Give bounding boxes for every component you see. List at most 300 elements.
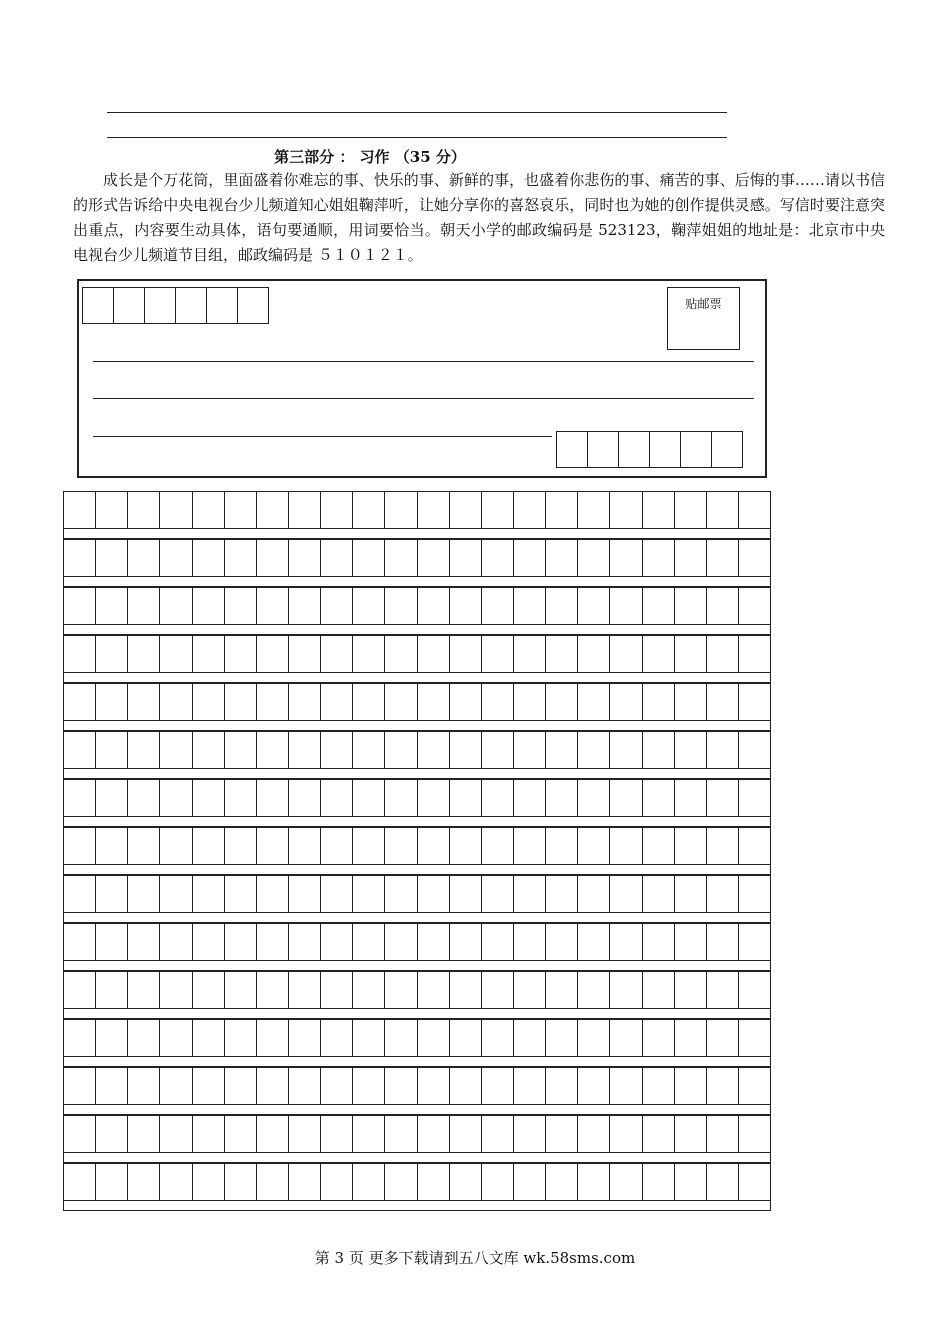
grid-cell[interactable]: [545, 1116, 577, 1152]
grid-cell[interactable]: [642, 540, 674, 576]
grid-cell[interactable]: [95, 780, 127, 816]
grid-cell[interactable]: [256, 924, 288, 960]
postcode-box[interactable]: [82, 287, 114, 324]
grid-cell[interactable]: [127, 924, 159, 960]
grid-cell[interactable]: [642, 828, 674, 864]
grid-cell[interactable]: [577, 828, 609, 864]
grid-cell[interactable]: [320, 1164, 352, 1200]
grid-cell[interactable]: [384, 780, 416, 816]
grid-cell[interactable]: [449, 1164, 481, 1200]
grid-cell[interactable]: [320, 1068, 352, 1104]
grid-cell[interactable]: [706, 876, 738, 912]
grid-cell[interactable]: [224, 828, 256, 864]
grid-cell[interactable]: [320, 972, 352, 1008]
grid-cell[interactable]: [64, 876, 95, 912]
grid-cell[interactable]: [449, 588, 481, 624]
grid-cell[interactable]: [706, 1164, 738, 1200]
grid-cell[interactable]: [159, 780, 191, 816]
writing-grid[interactable]: [63, 491, 771, 1211]
grid-cell[interactable]: [64, 636, 95, 672]
grid-cell[interactable]: [256, 1068, 288, 1104]
grid-cell[interactable]: [674, 1164, 706, 1200]
postcode-box[interactable]: [237, 287, 269, 324]
grid-cell[interactable]: [449, 1068, 481, 1104]
grid-cell[interactable]: [738, 876, 770, 912]
grid-cell[interactable]: [545, 924, 577, 960]
grid-cell[interactable]: [64, 1020, 95, 1056]
grid-cell[interactable]: [706, 636, 738, 672]
grid-cell[interactable]: [384, 636, 416, 672]
grid-cell[interactable]: [352, 972, 384, 1008]
grid-cell[interactable]: [674, 540, 706, 576]
grid-cell[interactable]: [288, 1068, 320, 1104]
grid-cell[interactable]: [706, 684, 738, 720]
grid-cell[interactable]: [609, 1164, 641, 1200]
grid-cell[interactable]: [192, 732, 224, 768]
grid-cell[interactable]: [127, 876, 159, 912]
grid-cell[interactable]: [449, 636, 481, 672]
grid-cell[interactable]: [642, 1116, 674, 1152]
grid-cell[interactable]: [481, 1116, 513, 1152]
grid-cell[interactable]: [384, 732, 416, 768]
grid-cell[interactable]: [738, 1164, 770, 1200]
grid-cell[interactable]: [417, 876, 449, 912]
grid-cell[interactable]: [481, 972, 513, 1008]
grid-cell[interactable]: [320, 636, 352, 672]
grid-cell[interactable]: [352, 924, 384, 960]
grid-cell[interactable]: [577, 972, 609, 1008]
grid-cell[interactable]: [352, 684, 384, 720]
grid-cell[interactable]: [127, 684, 159, 720]
grid-cell[interactable]: [384, 972, 416, 1008]
grid-cell[interactable]: [609, 636, 641, 672]
grid-cell[interactable]: [642, 876, 674, 912]
postcode-box[interactable]: [113, 287, 145, 324]
grid-cell[interactable]: [384, 588, 416, 624]
grid-cell[interactable]: [256, 972, 288, 1008]
grid-cell[interactable]: [577, 876, 609, 912]
grid-cell[interactable]: [159, 636, 191, 672]
grid-cell[interactable]: [64, 732, 95, 768]
postcode-box[interactable]: [711, 431, 743, 468]
grid-cell[interactable]: [417, 924, 449, 960]
grid-cell[interactable]: [481, 540, 513, 576]
sender-postcode-boxes[interactable]: [556, 431, 743, 468]
grid-cell[interactable]: [64, 588, 95, 624]
grid-cell[interactable]: [674, 588, 706, 624]
postcode-box[interactable]: [649, 431, 681, 468]
grid-cell[interactable]: [352, 588, 384, 624]
grid-cell[interactable]: [738, 1068, 770, 1104]
grid-cell[interactable]: [481, 1164, 513, 1200]
grid-cell[interactable]: [609, 828, 641, 864]
grid-cell[interactable]: [513, 1116, 545, 1152]
grid-cell[interactable]: [320, 732, 352, 768]
grid-cell[interactable]: [577, 588, 609, 624]
grid-cell[interactable]: [95, 924, 127, 960]
grid-cell[interactable]: [256, 540, 288, 576]
grid-cell[interactable]: [642, 924, 674, 960]
grid-cell[interactable]: [481, 636, 513, 672]
grid-cell[interactable]: [127, 1068, 159, 1104]
grid-cell[interactable]: [642, 492, 674, 528]
grid-cell[interactable]: [545, 876, 577, 912]
grid-cell[interactable]: [674, 1116, 706, 1152]
grid-cell[interactable]: [738, 540, 770, 576]
grid-cell[interactable]: [706, 588, 738, 624]
grid-cell[interactable]: [642, 1020, 674, 1056]
grid-cell[interactable]: [449, 684, 481, 720]
grid-cell[interactable]: [481, 828, 513, 864]
grid-cell[interactable]: [481, 924, 513, 960]
grid-cell[interactable]: [609, 876, 641, 912]
grid-cell[interactable]: [127, 492, 159, 528]
grid-cell[interactable]: [481, 684, 513, 720]
grid-cell[interactable]: [674, 924, 706, 960]
grid-cell[interactable]: [192, 1020, 224, 1056]
grid-cell[interactable]: [609, 732, 641, 768]
grid-cell[interactable]: [159, 492, 191, 528]
grid-cell[interactable]: [545, 492, 577, 528]
grid-cell[interactable]: [256, 684, 288, 720]
grid-cell[interactable]: [609, 492, 641, 528]
grid-cell[interactable]: [288, 588, 320, 624]
grid-cell[interactable]: [545, 1020, 577, 1056]
grid-cell[interactable]: [288, 1116, 320, 1152]
grid-cell[interactable]: [256, 876, 288, 912]
grid-cell[interactable]: [545, 684, 577, 720]
postcode-box[interactable]: [618, 431, 650, 468]
grid-cell[interactable]: [95, 588, 127, 624]
grid-cell[interactable]: [642, 684, 674, 720]
grid-cell[interactable]: [288, 540, 320, 576]
grid-cell[interactable]: [738, 780, 770, 816]
grid-cell[interactable]: [674, 636, 706, 672]
grid-cell[interactable]: [545, 540, 577, 576]
grid-cell[interactable]: [674, 684, 706, 720]
recipient-postcode-boxes[interactable]: [82, 287, 269, 324]
grid-cell[interactable]: [513, 1164, 545, 1200]
grid-cell[interactable]: [417, 828, 449, 864]
grid-cell[interactable]: [706, 732, 738, 768]
grid-cell[interactable]: [577, 1068, 609, 1104]
grid-cell[interactable]: [224, 876, 256, 912]
grid-cell[interactable]: [417, 972, 449, 1008]
grid-cell[interactable]: [159, 972, 191, 1008]
grid-cell[interactable]: [352, 876, 384, 912]
grid-cell[interactable]: [513, 1068, 545, 1104]
grid-cell[interactable]: [642, 732, 674, 768]
grid-cell[interactable]: [192, 540, 224, 576]
grid-cell[interactable]: [545, 1164, 577, 1200]
grid-cell[interactable]: [738, 828, 770, 864]
grid-cell[interactable]: [352, 636, 384, 672]
grid-cell[interactable]: [224, 492, 256, 528]
grid-cell[interactable]: [706, 828, 738, 864]
grid-cell[interactable]: [513, 588, 545, 624]
grid-cell[interactable]: [64, 1164, 95, 1200]
grid-cell[interactable]: [674, 780, 706, 816]
grid-cell[interactable]: [449, 924, 481, 960]
grid-cell[interactable]: [449, 732, 481, 768]
grid-cell[interactable]: [256, 492, 288, 528]
grid-cell[interactable]: [224, 732, 256, 768]
grid-cell[interactable]: [545, 1068, 577, 1104]
grid-cell[interactable]: [545, 780, 577, 816]
grid-cell[interactable]: [738, 1020, 770, 1056]
grid-cell[interactable]: [159, 588, 191, 624]
grid-cell[interactable]: [417, 732, 449, 768]
grid-cell[interactable]: [256, 1116, 288, 1152]
grid-cell[interactable]: [159, 1020, 191, 1056]
grid-cell[interactable]: [288, 1164, 320, 1200]
grid-cell[interactable]: [577, 780, 609, 816]
grid-cell[interactable]: [481, 732, 513, 768]
grid-cell[interactable]: [384, 1068, 416, 1104]
grid-cell[interactable]: [577, 1164, 609, 1200]
grid-cell[interactable]: [352, 780, 384, 816]
grid-cell[interactable]: [417, 540, 449, 576]
grid-cell[interactable]: [288, 876, 320, 912]
grid-cell[interactable]: [384, 828, 416, 864]
grid-cell[interactable]: [256, 588, 288, 624]
grid-cell[interactable]: [192, 780, 224, 816]
grid-cell[interactable]: [320, 1116, 352, 1152]
grid-cell[interactable]: [127, 1020, 159, 1056]
grid-cell[interactable]: [95, 732, 127, 768]
grid-cell[interactable]: [545, 972, 577, 1008]
grid-cell[interactable]: [95, 1164, 127, 1200]
grid-cell[interactable]: [127, 972, 159, 1008]
grid-cell[interactable]: [320, 684, 352, 720]
grid-cell[interactable]: [159, 1116, 191, 1152]
grid-cell[interactable]: [577, 684, 609, 720]
grid-cell[interactable]: [417, 1116, 449, 1152]
grid-cell[interactable]: [64, 924, 95, 960]
grid-cell[interactable]: [738, 1116, 770, 1152]
grid-cell[interactable]: [192, 588, 224, 624]
grid-cell[interactable]: [513, 780, 545, 816]
grid-cell[interactable]: [256, 1164, 288, 1200]
grid-cell[interactable]: [95, 540, 127, 576]
grid-cell[interactable]: [449, 876, 481, 912]
grid-cell[interactable]: [352, 732, 384, 768]
grid-cell[interactable]: [192, 1116, 224, 1152]
grid-cell[interactable]: [159, 828, 191, 864]
postcode-box[interactable]: [680, 431, 712, 468]
grid-cell[interactable]: [256, 732, 288, 768]
grid-cell[interactable]: [159, 540, 191, 576]
grid-cell[interactable]: [642, 636, 674, 672]
grid-cell[interactable]: [449, 492, 481, 528]
grid-cell[interactable]: [577, 540, 609, 576]
grid-cell[interactable]: [64, 828, 95, 864]
grid-cell[interactable]: [64, 1068, 95, 1104]
grid-cell[interactable]: [192, 1164, 224, 1200]
grid-cell[interactable]: [513, 876, 545, 912]
grid-cell[interactable]: [224, 636, 256, 672]
grid-cell[interactable]: [320, 1020, 352, 1056]
grid-cell[interactable]: [159, 876, 191, 912]
grid-cell[interactable]: [545, 636, 577, 672]
grid-cell[interactable]: [127, 780, 159, 816]
grid-cell[interactable]: [738, 588, 770, 624]
grid-cell[interactable]: [320, 492, 352, 528]
grid-cell[interactable]: [609, 1020, 641, 1056]
grid-cell[interactable]: [417, 684, 449, 720]
grid-cell[interactable]: [320, 828, 352, 864]
grid-cell[interactable]: [224, 972, 256, 1008]
grid-cell[interactable]: [609, 684, 641, 720]
grid-cell[interactable]: [95, 684, 127, 720]
grid-cell[interactable]: [320, 588, 352, 624]
grid-cell[interactable]: [288, 684, 320, 720]
grid-cell[interactable]: [288, 780, 320, 816]
grid-cell[interactable]: [384, 1116, 416, 1152]
grid-cell[interactable]: [417, 1020, 449, 1056]
grid-cell[interactable]: [417, 1068, 449, 1104]
grid-cell[interactable]: [706, 1068, 738, 1104]
grid-cell[interactable]: [159, 732, 191, 768]
grid-cell[interactable]: [192, 684, 224, 720]
grid-cell[interactable]: [95, 876, 127, 912]
grid-cell[interactable]: [352, 828, 384, 864]
grid-cell[interactable]: [64, 972, 95, 1008]
postcode-box[interactable]: [175, 287, 207, 324]
grid-cell[interactable]: [288, 828, 320, 864]
grid-cell[interactable]: [320, 924, 352, 960]
grid-cell[interactable]: [64, 780, 95, 816]
grid-cell[interactable]: [352, 1164, 384, 1200]
grid-cell[interactable]: [127, 540, 159, 576]
grid-cell[interactable]: [417, 1164, 449, 1200]
grid-cell[interactable]: [706, 1116, 738, 1152]
grid-cell[interactable]: [224, 924, 256, 960]
grid-cell[interactable]: [577, 636, 609, 672]
grid-cell[interactable]: [642, 972, 674, 1008]
grid-cell[interactable]: [256, 1020, 288, 1056]
address-line-2[interactable]: [93, 398, 754, 399]
grid-cell[interactable]: [609, 972, 641, 1008]
grid-cell[interactable]: [706, 492, 738, 528]
postcode-box[interactable]: [144, 287, 176, 324]
grid-cell[interactable]: [513, 540, 545, 576]
grid-cell[interactable]: [95, 492, 127, 528]
grid-cell[interactable]: [706, 924, 738, 960]
grid-cell[interactable]: [417, 588, 449, 624]
grid-cell[interactable]: [224, 540, 256, 576]
grid-cell[interactable]: [192, 972, 224, 1008]
grid-cell[interactable]: [609, 588, 641, 624]
grid-cell[interactable]: [545, 588, 577, 624]
grid-cell[interactable]: [738, 732, 770, 768]
grid-cell[interactable]: [95, 1116, 127, 1152]
grid-cell[interactable]: [95, 828, 127, 864]
grid-cell[interactable]: [449, 540, 481, 576]
grid-cell[interactable]: [642, 780, 674, 816]
grid-cell[interactable]: [609, 780, 641, 816]
grid-cell[interactable]: [577, 924, 609, 960]
grid-cell[interactable]: [481, 588, 513, 624]
grid-cell[interactable]: [192, 828, 224, 864]
grid-cell[interactable]: [159, 684, 191, 720]
grid-cell[interactable]: [642, 1164, 674, 1200]
grid-cell[interactable]: [224, 1164, 256, 1200]
grid-cell[interactable]: [674, 876, 706, 912]
grid-cell[interactable]: [192, 876, 224, 912]
grid-cell[interactable]: [577, 732, 609, 768]
grid-cell[interactable]: [352, 1116, 384, 1152]
grid-cell[interactable]: [159, 1164, 191, 1200]
grid-cell[interactable]: [384, 924, 416, 960]
grid-cell[interactable]: [513, 492, 545, 528]
grid-cell[interactable]: [95, 636, 127, 672]
grid-cell[interactable]: [192, 924, 224, 960]
grid-cell[interactable]: [224, 780, 256, 816]
grid-cell[interactable]: [288, 636, 320, 672]
grid-cell[interactable]: [513, 924, 545, 960]
address-line-3[interactable]: [93, 436, 552, 437]
grid-cell[interactable]: [288, 492, 320, 528]
grid-cell[interactable]: [95, 1068, 127, 1104]
grid-cell[interactable]: [513, 636, 545, 672]
grid-cell[interactable]: [384, 492, 416, 528]
grid-cell[interactable]: [352, 1020, 384, 1056]
grid-cell[interactable]: [706, 972, 738, 1008]
grid-cell[interactable]: [417, 780, 449, 816]
grid-cell[interactable]: [127, 732, 159, 768]
grid-cell[interactable]: [192, 636, 224, 672]
grid-cell[interactable]: [577, 492, 609, 528]
grid-cell[interactable]: [738, 684, 770, 720]
grid-cell[interactable]: [384, 1020, 416, 1056]
grid-cell[interactable]: [192, 1068, 224, 1104]
grid-cell[interactable]: [577, 1020, 609, 1056]
grid-cell[interactable]: [127, 1164, 159, 1200]
grid-cell[interactable]: [384, 684, 416, 720]
grid-cell[interactable]: [674, 1068, 706, 1104]
grid-cell[interactable]: [545, 732, 577, 768]
grid-cell[interactable]: [64, 1116, 95, 1152]
grid-cell[interactable]: [256, 636, 288, 672]
grid-cell[interactable]: [95, 972, 127, 1008]
grid-cell[interactable]: [738, 636, 770, 672]
grid-cell[interactable]: [127, 828, 159, 864]
grid-cell[interactable]: [224, 1068, 256, 1104]
grid-cell[interactable]: [449, 828, 481, 864]
grid-cell[interactable]: [384, 876, 416, 912]
grid-cell[interactable]: [95, 1020, 127, 1056]
grid-cell[interactable]: [288, 972, 320, 1008]
grid-cell[interactable]: [224, 1020, 256, 1056]
grid-cell[interactable]: [513, 828, 545, 864]
grid-cell[interactable]: [706, 780, 738, 816]
grid-cell[interactable]: [384, 1164, 416, 1200]
postcode-box[interactable]: [206, 287, 238, 324]
postcode-box[interactable]: [587, 431, 619, 468]
grid-cell[interactable]: [449, 1116, 481, 1152]
grid-cell[interactable]: [513, 1020, 545, 1056]
grid-cell[interactable]: [352, 492, 384, 528]
grid-cell[interactable]: [609, 1068, 641, 1104]
grid-cell[interactable]: [256, 828, 288, 864]
grid-cell[interactable]: [449, 780, 481, 816]
grid-cell[interactable]: [481, 780, 513, 816]
grid-cell[interactable]: [192, 492, 224, 528]
grid-cell[interactable]: [674, 1020, 706, 1056]
grid-cell[interactable]: [417, 492, 449, 528]
grid-cell[interactable]: [159, 1068, 191, 1104]
